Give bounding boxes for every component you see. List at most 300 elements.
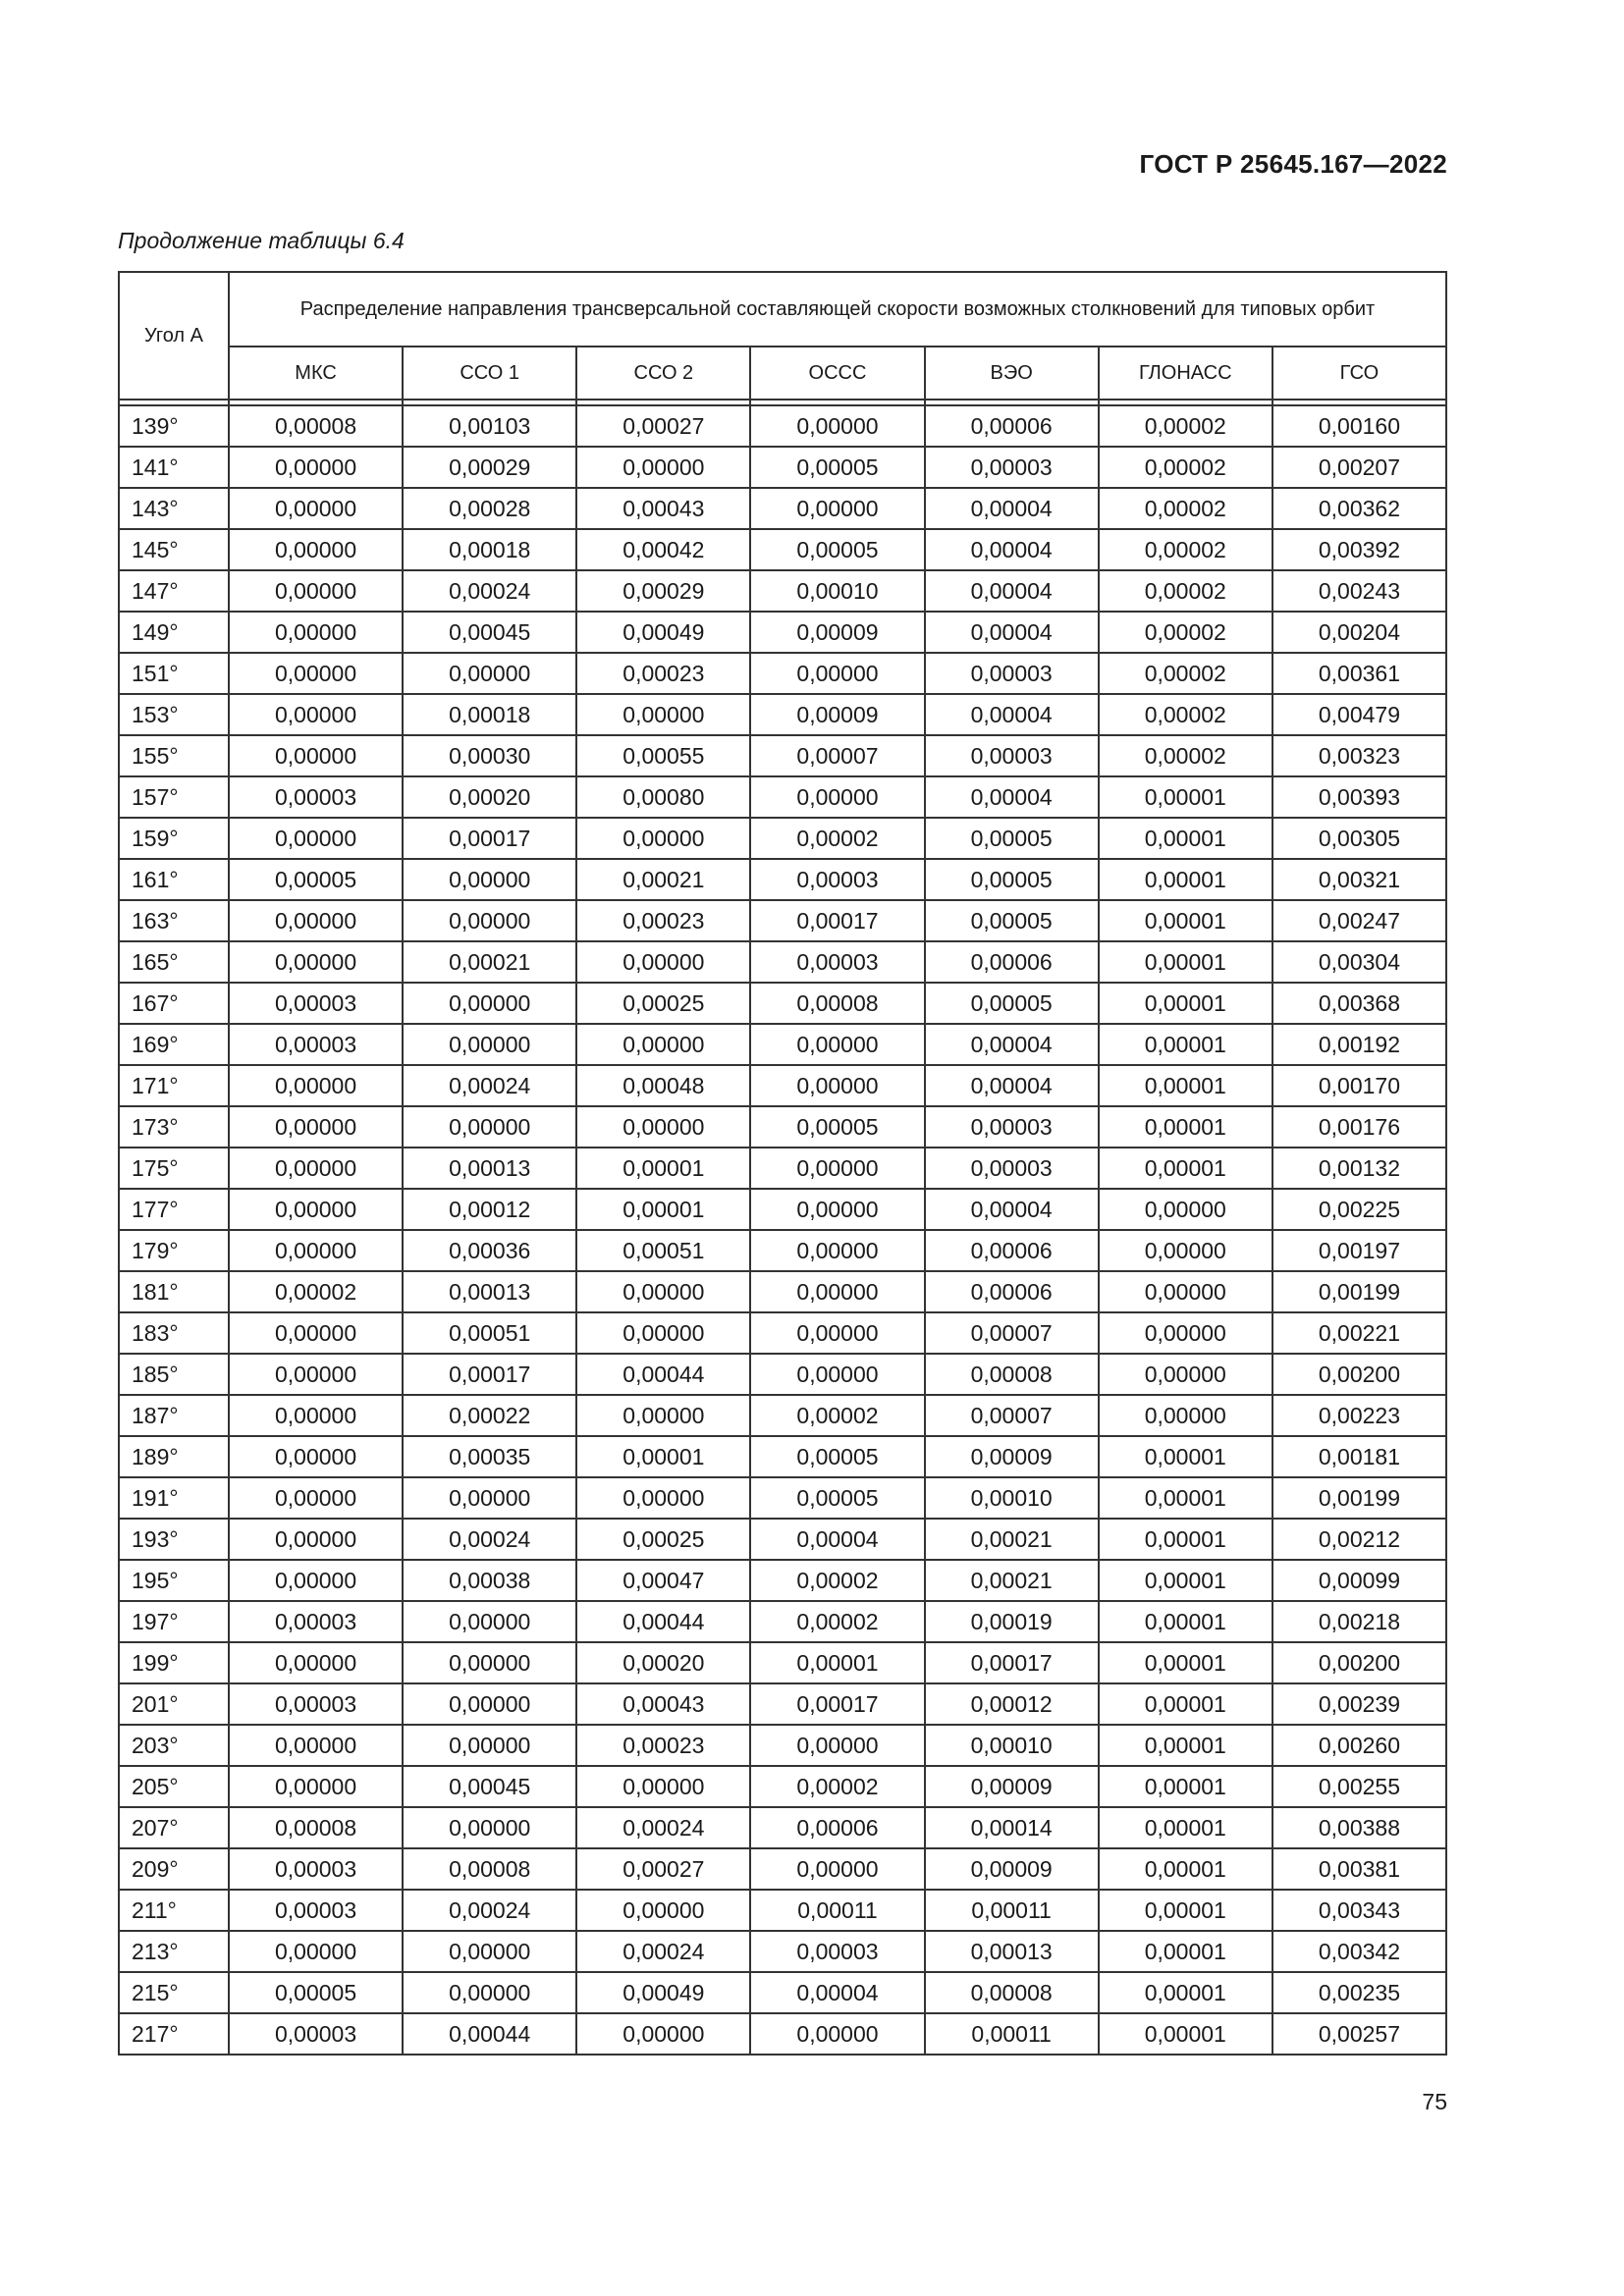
angle-cell: 159° — [119, 818, 229, 859]
angle-cell: 193° — [119, 1519, 229, 1560]
value-cell: 0,00005 — [750, 447, 924, 488]
value-cell: 0,00001 — [576, 1189, 750, 1230]
value-cell: 0,00036 — [403, 1230, 576, 1271]
value-cell: 0,00005 — [925, 983, 1099, 1024]
value-cell: 0,00024 — [403, 1065, 576, 1106]
value-cell: 0,00001 — [1099, 818, 1272, 859]
angle-cell: 215° — [119, 1972, 229, 2013]
value-cell: 0,00000 — [576, 1024, 750, 1065]
angle-cell: 199° — [119, 1642, 229, 1683]
table-row — [119, 1972, 1446, 2013]
value-cell: 0,00000 — [229, 735, 403, 776]
value-cell: 0,00199 — [1272, 1271, 1446, 1312]
value-cell: 0,00000 — [1099, 1271, 1272, 1312]
value-cell: 0,00004 — [925, 776, 1099, 818]
value-cell: 0,00002 — [1099, 570, 1272, 612]
value-cell: 0,00005 — [925, 818, 1099, 859]
angle-cell: 151° — [119, 653, 229, 694]
value-cell: 0,00001 — [1099, 1065, 1272, 1106]
value-cell: 0,00003 — [229, 1683, 403, 1725]
value-cell: 0,00160 — [1272, 405, 1446, 447]
value-cell: 0,00000 — [576, 694, 750, 735]
value-cell: 0,00392 — [1272, 529, 1446, 570]
value-cell: 0,00000 — [750, 1271, 924, 1312]
value-cell: 0,00009 — [925, 1848, 1099, 1890]
value-cell: 0,00000 — [1099, 1395, 1272, 1436]
value-cell: 0,00000 — [403, 1601, 576, 1642]
value-cell: 0,00000 — [403, 1683, 576, 1725]
angle-cell: 169° — [119, 1024, 229, 1065]
value-cell: 0,00005 — [229, 1972, 403, 2013]
value-cell: 0,00003 — [750, 859, 924, 900]
value-cell: 0,00002 — [750, 1560, 924, 1601]
value-cell: 0,00001 — [1099, 1683, 1272, 1725]
value-cell: 0,00005 — [750, 1106, 924, 1148]
value-cell: 0,00000 — [403, 1725, 576, 1766]
value-cell: 0,00001 — [1099, 1477, 1272, 1519]
table-row — [119, 2013, 1446, 2055]
table-row — [119, 859, 1446, 900]
column-header: ГСО — [1272, 347, 1446, 400]
value-cell: 0,00008 — [229, 1807, 403, 1848]
value-cell: 0,00003 — [229, 983, 403, 1024]
value-cell: 0,00008 — [925, 1354, 1099, 1395]
angle-column-header: Угол A — [119, 272, 229, 400]
value-cell: 0,00200 — [1272, 1354, 1446, 1395]
angle-cell: 157° — [119, 776, 229, 818]
value-cell: 0,00049 — [576, 1972, 750, 2013]
value-cell: 0,00045 — [403, 1766, 576, 1807]
value-cell: 0,00001 — [1099, 1148, 1272, 1189]
value-cell: 0,00000 — [229, 900, 403, 941]
value-cell: 0,00000 — [229, 818, 403, 859]
table-row — [119, 1807, 1446, 1848]
value-cell: 0,00000 — [403, 1642, 576, 1683]
value-cell: 0,00000 — [229, 1354, 403, 1395]
angle-cell: 167° — [119, 983, 229, 1024]
value-cell: 0,00000 — [403, 1024, 576, 1065]
value-cell: 0,00197 — [1272, 1230, 1446, 1271]
value-cell: 0,00047 — [576, 1560, 750, 1601]
value-cell: 0,00002 — [750, 1395, 924, 1436]
value-cell: 0,00001 — [1099, 900, 1272, 941]
value-cell: 0,00000 — [576, 1766, 750, 1807]
value-cell: 0,00000 — [576, 941, 750, 983]
value-cell: 0,00393 — [1272, 776, 1446, 818]
table-row — [119, 735, 1446, 776]
value-cell: 0,00001 — [1099, 1725, 1272, 1766]
value-cell: 0,00247 — [1272, 900, 1446, 941]
table-row — [119, 529, 1446, 570]
value-cell: 0,00000 — [229, 570, 403, 612]
value-cell: 0,00035 — [403, 1436, 576, 1477]
value-cell: 0,00001 — [1099, 859, 1272, 900]
value-cell: 0,00020 — [576, 1642, 750, 1683]
value-cell: 0,00003 — [229, 1890, 403, 1931]
value-cell: 0,00000 — [403, 983, 576, 1024]
value-cell: 0,00022 — [403, 1395, 576, 1436]
value-cell: 0,00003 — [229, 1601, 403, 1642]
value-cell: 0,00479 — [1272, 694, 1446, 735]
value-cell: 0,00017 — [750, 900, 924, 941]
value-cell: 0,00000 — [403, 900, 576, 941]
value-cell: 0,00021 — [403, 941, 576, 983]
value-cell: 0,00002 — [1099, 405, 1272, 447]
value-cell: 0,00020 — [403, 776, 576, 818]
value-cell: 0,00000 — [229, 1312, 403, 1354]
value-cell: 0,00000 — [229, 1230, 403, 1271]
value-cell: 0,00008 — [403, 1848, 576, 1890]
angle-cell: 145° — [119, 529, 229, 570]
value-cell: 0,00000 — [229, 1065, 403, 1106]
value-cell: 0,00323 — [1272, 735, 1446, 776]
column-header: ОССС — [750, 347, 924, 400]
value-cell: 0,00010 — [925, 1725, 1099, 1766]
value-cell: 0,00017 — [925, 1642, 1099, 1683]
value-cell: 0,00006 — [750, 1807, 924, 1848]
table-row — [119, 900, 1446, 941]
value-cell: 0,00000 — [229, 1436, 403, 1477]
angle-cell: 147° — [119, 570, 229, 612]
angle-cell: 209° — [119, 1848, 229, 1890]
value-cell: 0,00008 — [750, 983, 924, 1024]
value-cell: 0,00199 — [1272, 1477, 1446, 1519]
value-cell: 0,00080 — [576, 776, 750, 818]
value-cell: 0,00044 — [576, 1601, 750, 1642]
value-cell: 0,00029 — [403, 447, 576, 488]
value-cell: 0,00207 — [1272, 447, 1446, 488]
value-cell: 0,00001 — [1099, 1601, 1272, 1642]
value-cell: 0,00004 — [925, 488, 1099, 529]
value-cell: 0,00181 — [1272, 1436, 1446, 1477]
value-cell: 0,00192 — [1272, 1024, 1446, 1065]
value-cell: 0,00002 — [1099, 694, 1272, 735]
value-cell: 0,00004 — [925, 1189, 1099, 1230]
value-cell: 0,00024 — [403, 1890, 576, 1931]
table-row — [119, 1848, 1446, 1890]
value-cell: 0,00000 — [576, 818, 750, 859]
angle-cell: 203° — [119, 1725, 229, 1766]
value-cell: 0,00006 — [925, 941, 1099, 983]
value-cell: 0,00000 — [750, 1148, 924, 1189]
value-cell: 0,00001 — [1099, 1807, 1272, 1848]
page-number: 75 — [1422, 2089, 1447, 2114]
angle-cell: 155° — [119, 735, 229, 776]
value-cell: 0,00235 — [1272, 1972, 1446, 2013]
value-cell: 0,00132 — [1272, 1148, 1446, 1189]
value-cell: 0,00002 — [1099, 488, 1272, 529]
value-cell: 0,00000 — [576, 2013, 750, 2055]
table-row — [119, 405, 1446, 447]
table-row — [119, 1106, 1446, 1148]
value-cell: 0,00223 — [1272, 1395, 1446, 1436]
angle-cell: 179° — [119, 1230, 229, 1271]
value-cell: 0,00001 — [576, 1148, 750, 1189]
table-row — [119, 983, 1446, 1024]
value-cell: 0,00000 — [1099, 1189, 1272, 1230]
table-row — [119, 653, 1446, 694]
value-cell: 0,00001 — [1099, 1436, 1272, 1477]
value-cell: 0,00042 — [576, 529, 750, 570]
value-cell: 0,00000 — [403, 1106, 576, 1148]
column-header: ССО 1 — [403, 347, 576, 400]
value-cell: 0,00000 — [750, 1848, 924, 1890]
value-cell: 0,00000 — [229, 653, 403, 694]
value-cell: 0,00000 — [229, 529, 403, 570]
value-cell: 0,00000 — [750, 2013, 924, 2055]
value-cell: 0,00003 — [229, 776, 403, 818]
value-cell: 0,00001 — [1099, 1890, 1272, 1931]
value-cell: 0,00027 — [576, 1848, 750, 1890]
value-cell: 0,00023 — [576, 900, 750, 941]
value-cell: 0,00005 — [925, 900, 1099, 941]
value-cell: 0,00003 — [925, 447, 1099, 488]
value-cell: 0,00051 — [576, 1230, 750, 1271]
value-cell: 0,00000 — [229, 1931, 403, 1972]
value-cell: 0,00305 — [1272, 818, 1446, 859]
table-row — [119, 1601, 1446, 1642]
table-body — [119, 405, 1446, 2055]
angle-cell: 187° — [119, 1395, 229, 1436]
value-cell: 0,00009 — [750, 694, 924, 735]
angle-cell: 201° — [119, 1683, 229, 1725]
angle-cell: 183° — [119, 1312, 229, 1354]
value-cell: 0,00027 — [576, 405, 750, 447]
value-cell: 0,00028 — [403, 488, 576, 529]
value-cell: 0,00001 — [1099, 1106, 1272, 1148]
table-row — [119, 1271, 1446, 1312]
value-cell: 0,00000 — [403, 653, 576, 694]
value-cell: 0,00045 — [403, 612, 576, 653]
value-cell: 0,00368 — [1272, 983, 1446, 1024]
value-cell: 0,00017 — [403, 818, 576, 859]
value-cell: 0,00002 — [1099, 653, 1272, 694]
value-cell: 0,00103 — [403, 405, 576, 447]
value-cell: 0,00000 — [750, 1065, 924, 1106]
value-cell: 0,00023 — [576, 653, 750, 694]
table-row — [119, 1931, 1446, 1972]
value-cell: 0,00002 — [750, 1766, 924, 1807]
value-cell: 0,00001 — [1099, 1766, 1272, 1807]
angle-cell: 207° — [119, 1807, 229, 1848]
table-row — [119, 1766, 1446, 1807]
value-cell: 0,00002 — [750, 1601, 924, 1642]
value-cell: 0,00004 — [925, 612, 1099, 653]
table-row — [119, 694, 1446, 735]
value-cell: 0,00004 — [925, 694, 1099, 735]
value-cell: 0,00001 — [1099, 983, 1272, 1024]
angle-cell: 173° — [119, 1106, 229, 1148]
column-header: ССО 2 — [576, 347, 750, 400]
value-cell: 0,00000 — [403, 1477, 576, 1519]
value-cell: 0,00018 — [403, 694, 576, 735]
angle-cell: 139° — [119, 405, 229, 447]
value-cell: 0,00000 — [576, 1395, 750, 1436]
value-cell: 0,00043 — [576, 488, 750, 529]
value-cell: 0,00048 — [576, 1065, 750, 1106]
value-cell: 0,00304 — [1272, 941, 1446, 983]
angle-cell: 211° — [119, 1890, 229, 1931]
value-cell: 0,00000 — [750, 1725, 924, 1766]
table-row — [119, 1230, 1446, 1271]
value-cell: 0,00009 — [750, 612, 924, 653]
angle-cell: 197° — [119, 1601, 229, 1642]
value-cell: 0,00000 — [229, 488, 403, 529]
value-cell: 0,00000 — [750, 1354, 924, 1395]
angle-cell: 163° — [119, 900, 229, 941]
table-row — [119, 941, 1446, 983]
value-cell: 0,00021 — [576, 859, 750, 900]
value-cell: 0,00018 — [403, 529, 576, 570]
value-cell: 0,00257 — [1272, 2013, 1446, 2055]
table-row — [119, 1519, 1446, 1560]
value-cell: 0,00000 — [1099, 1230, 1272, 1271]
value-cell: 0,00000 — [403, 1807, 576, 1848]
standard-designation: ГОСТ Р 25645.167—2022 — [1139, 149, 1447, 179]
value-cell: 0,00005 — [750, 529, 924, 570]
value-cell: 0,00001 — [750, 1642, 924, 1683]
value-cell: 0,00049 — [576, 612, 750, 653]
value-cell: 0,00000 — [576, 1271, 750, 1312]
value-cell: 0,00055 — [576, 735, 750, 776]
value-cell: 0,00005 — [229, 859, 403, 900]
value-cell: 0,00002 — [229, 1271, 403, 1312]
value-cell: 0,00051 — [403, 1312, 576, 1354]
value-cell: 0,00001 — [1099, 1972, 1272, 2013]
table-row — [119, 1148, 1446, 1189]
value-cell: 0,00044 — [403, 2013, 576, 2055]
value-cell: 0,00361 — [1272, 653, 1446, 694]
value-cell: 0,00019 — [925, 1601, 1099, 1642]
column-header: МКС — [229, 347, 403, 400]
value-cell: 0,00212 — [1272, 1519, 1446, 1560]
value-cell: 0,00000 — [576, 1890, 750, 1931]
value-cell: 0,00260 — [1272, 1725, 1446, 1766]
value-cell: 0,00043 — [576, 1683, 750, 1725]
value-cell: 0,00000 — [229, 941, 403, 983]
value-cell: 0,00001 — [1099, 2013, 1272, 2055]
value-cell: 0,00003 — [925, 735, 1099, 776]
value-cell: 0,00002 — [1099, 735, 1272, 776]
value-cell: 0,00388 — [1272, 1807, 1446, 1848]
value-cell: 0,00024 — [576, 1807, 750, 1848]
value-cell: 0,00243 — [1272, 570, 1446, 612]
value-cell: 0,00001 — [1099, 941, 1272, 983]
table-row — [119, 818, 1446, 859]
value-cell: 0,00004 — [925, 570, 1099, 612]
angle-cell: 191° — [119, 1477, 229, 1519]
table-row — [119, 1890, 1446, 1931]
value-cell: 0,00000 — [229, 1642, 403, 1683]
value-cell: 0,00010 — [925, 1477, 1099, 1519]
value-cell: 0,00000 — [1099, 1354, 1272, 1395]
value-cell: 0,00000 — [229, 1106, 403, 1148]
value-cell: 0,00004 — [750, 1972, 924, 2013]
value-cell: 0,00005 — [750, 1477, 924, 1519]
value-cell: 0,00000 — [403, 1931, 576, 1972]
value-cell: 0,00007 — [925, 1395, 1099, 1436]
value-cell: 0,00001 — [576, 1436, 750, 1477]
column-header: ГЛОНАСС — [1099, 347, 1272, 400]
value-cell: 0,00204 — [1272, 612, 1446, 653]
value-cell: 0,00003 — [229, 1024, 403, 1065]
angle-cell: 171° — [119, 1065, 229, 1106]
value-cell: 0,00002 — [1099, 447, 1272, 488]
value-cell: 0,00000 — [229, 1148, 403, 1189]
table-row — [119, 447, 1446, 488]
table-row — [119, 570, 1446, 612]
value-cell: 0,00343 — [1272, 1890, 1446, 1931]
value-cell: 0,00000 — [750, 1189, 924, 1230]
value-cell: 0,00025 — [576, 983, 750, 1024]
angle-cell: 195° — [119, 1560, 229, 1601]
value-cell: 0,00021 — [925, 1519, 1099, 1560]
table-row — [119, 1189, 1446, 1230]
angle-cell: 217° — [119, 2013, 229, 2055]
value-cell: 0,00099 — [1272, 1560, 1446, 1601]
angle-cell: 185° — [119, 1354, 229, 1395]
value-cell: 0,00170 — [1272, 1065, 1446, 1106]
group-header: Распределение направления трансверсальной составляющей скорости возможных столкновений для типовых орбит — [229, 272, 1446, 347]
value-cell: 0,00012 — [403, 1189, 576, 1230]
value-cell: 0,00011 — [925, 1890, 1099, 1931]
angle-cell: 213° — [119, 1931, 229, 1972]
value-cell: 0,00000 — [1099, 1312, 1272, 1354]
value-cell: 0,00000 — [750, 405, 924, 447]
value-cell: 0,00003 — [925, 1106, 1099, 1148]
table-row — [119, 488, 1446, 529]
value-cell: 0,00024 — [403, 570, 576, 612]
angle-cell: 153° — [119, 694, 229, 735]
value-cell: 0,00000 — [750, 1024, 924, 1065]
value-cell: 0,00044 — [576, 1354, 750, 1395]
value-cell: 0,00003 — [925, 653, 1099, 694]
angle-cell: 175° — [119, 1148, 229, 1189]
value-cell: 0,00003 — [229, 1848, 403, 1890]
value-cell: 0,00008 — [229, 405, 403, 447]
table-row — [119, 1024, 1446, 1065]
value-cell: 0,00009 — [925, 1766, 1099, 1807]
table-row — [119, 1560, 1446, 1601]
table-row — [119, 776, 1446, 818]
value-cell: 0,00004 — [750, 1519, 924, 1560]
value-cell: 0,00010 — [750, 570, 924, 612]
value-cell: 0,00000 — [229, 447, 403, 488]
table-row — [119, 1354, 1446, 1395]
value-cell: 0,00004 — [925, 529, 1099, 570]
value-cell: 0,00006 — [925, 1271, 1099, 1312]
value-cell: 0,00029 — [576, 570, 750, 612]
data-table — [118, 271, 1447, 2056]
angle-cell: 177° — [119, 1189, 229, 1230]
column-header: ВЭО — [925, 347, 1099, 400]
value-cell: 0,00000 — [750, 488, 924, 529]
angle-cell: 143° — [119, 488, 229, 529]
table-row — [119, 1395, 1446, 1436]
value-cell: 0,00225 — [1272, 1189, 1446, 1230]
value-cell: 0,00342 — [1272, 1931, 1446, 1972]
table-row — [119, 1642, 1446, 1683]
value-cell: 0,00000 — [229, 1395, 403, 1436]
value-cell: 0,00011 — [750, 1890, 924, 1931]
value-cell: 0,00000 — [229, 1189, 403, 1230]
value-cell: 0,00000 — [229, 1766, 403, 1807]
value-cell: 0,00001 — [1099, 776, 1272, 818]
value-cell: 0,00218 — [1272, 1601, 1446, 1642]
value-cell: 0,00321 — [1272, 859, 1446, 900]
value-cell: 0,00005 — [925, 859, 1099, 900]
value-cell: 0,00003 — [229, 2013, 403, 2055]
